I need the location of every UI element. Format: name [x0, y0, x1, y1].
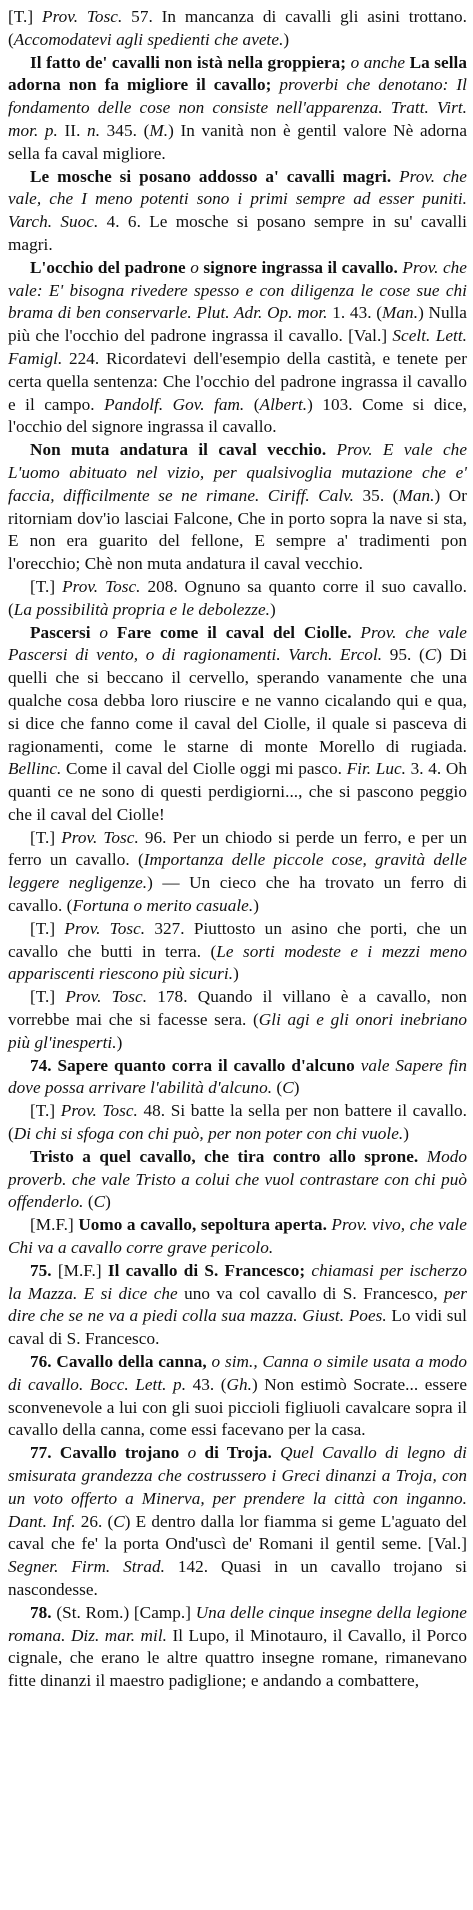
entry-headword: 74. Sapere quanto corra il cavallo d'alcuno	[30, 1055, 355, 1075]
entry-headword: Le mosche si posano addosso a' cavalli magri.	[30, 166, 392, 186]
entry-text: Lo vidi sul caval di S. Francesco.	[8, 1306, 467, 1349]
entry-italic-text: Bellinc.	[8, 759, 62, 779]
entry-headword: Uomo a cavallo, sepoltura aperta.	[78, 1215, 327, 1235]
entry-text: ) In vanità non è gentil valore Nè adorna sella fa caval migliore.	[8, 120, 468, 163]
entry-text: ) E dentro dalla lor fiamma si geme L'aguato del caval che fe' la porta Ond'uscì de' Romani il gentil seme. [Val.]	[8, 1511, 467, 1554]
entry-text: 345. (	[100, 120, 150, 140]
entry-italic-text: Quel Cavallo di legno di smisurata grandezza che costrussero i Greci dinanzi a Troja, con un voto offerto a Minerva, per prendere la città con inganno. Dant. Inf.	[8, 1443, 467, 1531]
entry-italic-text: Modo proverb. che vale Tristo a colui che vuol contrastare con chi può offenderlo.	[8, 1146, 467, 1212]
entry-headword: La sella adorna non fa migliore il cavallo;	[8, 52, 467, 95]
dictionary-entry	[8, 439, 467, 576]
entry-italic-text: Le sorti modeste e i mezzi meno appariscenti riescono più sicuri.	[8, 941, 468, 984]
entry-text: ) Or ritorniam dov'io lasciai Falcone, Che in porto sopra la nave si sta, E non era guarito del fellone, E sempre a' tradimenti pon l'orecchio; Chè non muta andatura il caval vecchio.	[8, 485, 468, 574]
dictionary-entry	[8, 1602, 467, 1693]
dictionary-entry	[8, 576, 467, 622]
entry-italic-text: Gli agi e gli onori inebriano più gl'inesperti.	[8, 1010, 467, 1052]
entry-text: [M.F.]	[57, 1260, 108, 1280]
entry-text: )	[253, 896, 259, 916]
entry-text: [T.]	[30, 827, 62, 847]
entry-italic-text: Accomodatevi agli spedienti che avete.	[13, 29, 284, 49]
dictionary-entry	[8, 1146, 467, 1214]
entry-italic-text: Una delle cinque insegne della legione romana. Diz. mar. mil.	[8, 1602, 467, 1645]
entry-text: Come il caval del Ciolle oggi mi pasco.	[61, 759, 347, 779]
entry-text: ) Di quelli che si beccano il cervello, sperando vanamente che una qualche cosa debba loro riuscire e ne vanno cicalando qui e qua, si dice che fanno come il caval del Ciolle, il quale si pasceva di ragionamenti, come le starne di monte Morello di rugiada.	[8, 645, 467, 756]
entry-headword: 76. Cavallo della canna,	[30, 1352, 207, 1372]
entry-italic-text: La possibilità propria e le debolezze.	[13, 599, 270, 619]
entry-italic-text: C	[113, 1511, 125, 1531]
entry-text: ) — Un cieco che ha trovato un ferro di cavallo. (	[8, 873, 467, 916]
entry-italic-text: vale Sapere fin dove possa arrivare l'abilità d'alcuno.	[8, 1055, 467, 1098]
dictionary-entry	[8, 1260, 467, 1351]
entry-headword: di Troja.	[204, 1443, 272, 1463]
entry-italic-text: o	[206, 1352, 225, 1372]
entry-headword: Pascersi	[30, 622, 91, 642]
dictionary-entry	[8, 918, 467, 986]
entry-italic-text: Prov. Tosc.	[62, 576, 141, 596]
dictionary-entry	[8, 622, 467, 827]
entry-text: ) Non estimò Socrate... essere sconvenevole a lui con gli suoi piccioli figliuoli cavalcare sopra il cavallo della canna, come essi facevano per la casa.	[8, 1374, 467, 1440]
entry-italic-text: Gh.	[226, 1374, 252, 1394]
entry-text: [T.]	[30, 987, 66, 1007]
entry-text: )	[293, 1078, 300, 1098]
entry-text: Il Lupo, il Minotauro, il Cavallo, il Porco cignale, che erano le altre quattro insegne romane, rimanevano fitte dinanzi il maestro padiglione; e andando a combattere,	[8, 1625, 467, 1691]
entry-text: II.	[57, 120, 88, 140]
entry-italic-text: o	[179, 1443, 205, 1463]
entry-text: )	[116, 1032, 123, 1052]
entry-text: 26. (	[75, 1511, 114, 1531]
entry-italic-text: C	[282, 1078, 294, 1098]
entry-italic-text: C	[93, 1192, 106, 1212]
entry-text: 208. Ognuno sa quanto corre il suo cavallo. (	[8, 576, 468, 619]
entry-italic-text: per dire che se ne va a piedi colla sua mazza. Giust. Poes.	[8, 1283, 468, 1326]
entry-text: 327. Piuttosto un asino che porti, che un cavallo che butti in terra. (	[8, 918, 467, 961]
entry-text: 35. (	[354, 485, 399, 505]
dictionary-entry	[8, 52, 467, 166]
entry-text: uno va col cavallo di S. Francesco,	[177, 1283, 444, 1303]
entry-text: )	[105, 1192, 111, 1212]
entry-italic-text: Prov. Tosc.	[65, 987, 148, 1007]
entry-text: [M.F.]	[30, 1215, 79, 1235]
entry-text: 142. Quasi in un cavallo trojano si nascondesse.	[8, 1557, 467, 1599]
entry-italic-text: Prov. Tosc.	[64, 918, 146, 938]
entry-italic-text: Prov. Tosc.	[60, 1101, 138, 1121]
dictionary-entry	[8, 1055, 467, 1101]
entry-text: )	[403, 1124, 410, 1144]
entry-headword: Il fatto de' cavalli non istà nella groppiera;	[30, 52, 347, 72]
entry-text: [T.]	[30, 576, 63, 596]
dictionary-entry	[8, 1214, 467, 1260]
entry-italic-text: M.	[149, 120, 169, 140]
entry-headword: Tristo a quel cavallo, che tira contro allo sprone.	[30, 1146, 419, 1166]
entry-italic-text: Man.	[382, 303, 419, 323]
entry-italic-text: Man.	[398, 485, 435, 505]
entry-text: )	[283, 29, 290, 49]
entry-text: [T.]	[8, 7, 43, 26]
dictionary-entry	[8, 1351, 467, 1442]
entry-italic-text: Segner. Firm. Strad.	[8, 1557, 165, 1577]
entry-italic-text: Albert.	[259, 394, 308, 414]
entry-italic-text: Prov. Tosc.	[61, 827, 139, 847]
entry-text: 43. (	[186, 1374, 227, 1394]
entry-italic-text: Prov. che vale: E' bisogna rivedere spesso e con diligenza le cose sue chi brama di ben conservarle. Plut. Adr. Op. mor.	[8, 257, 467, 323]
dictionary-entry	[8, 1100, 467, 1146]
entry-text: 224. Ricordatevi dell'esempio della castità, e tenete per certa quella sentenza: Che l'occhio del padrone ingrassa il cavallo e il campo.	[8, 348, 467, 414]
entry-text: 4. 6. Le mosche si posano sempre in su' cavalli magri.	[8, 212, 468, 254]
entry-headword: signore ingrassa il cavallo.	[203, 257, 398, 277]
entry-text: ) 103. Come si dice, l'occhio del signore ingrassa il cavallo.	[8, 394, 467, 437]
entry-italic-text: Fortuna o merito casuale.	[72, 896, 254, 916]
entry-headword: Il cavallo di S. Francesco;	[107, 1260, 306, 1280]
dictionary-entry	[8, 166, 467, 257]
entry-italic-text: o	[90, 622, 117, 642]
entry-text: 48. Si batte la sella per non battere il cavallo. (	[8, 1101, 468, 1144]
entry-italic-text: anche	[363, 52, 406, 72]
entry-italic-text: n.	[87, 120, 101, 140]
entry-italic-text: proverbi che denotano: Il fondamento delle cose non consiste nell'apparenza. Tratt. Virt. mor. p.	[8, 75, 467, 140]
entry-headword: Fare come il caval del Ciolle.	[116, 622, 352, 642]
entry-headword: 78.	[30, 1602, 57, 1622]
entry-text: )	[270, 599, 276, 619]
entry-italic-text: Pandolf. Gov. fam.	[104, 394, 245, 414]
entry-text: 95. (	[382, 645, 425, 665]
dictionary-entry	[8, 257, 467, 439]
entry-text: (St. Rom.) [Camp.]	[56, 1602, 196, 1622]
dictionary-entry	[8, 1442, 467, 1602]
entry-headword: 77. Cavallo trojano	[30, 1443, 180, 1463]
entry-italic-text: Prov. Tosc.	[42, 7, 123, 26]
entry-text: 1. 43. (	[327, 303, 383, 323]
entry-italic-text: Prov. che vale, che I meno potenti sono i primi sempre ad esser puniti. Varch. Suoc.	[8, 166, 467, 232]
entry-italic-text: C	[424, 645, 437, 665]
entry-text: (	[83, 1192, 94, 1212]
entry-text: 96. Per un chiodo si perde un ferro, e per un ferro un cavallo. (	[8, 827, 468, 870]
dictionary-entry	[8, 6, 467, 52]
entry-italic-text: Canna o simile usata a modo di cavallo. Bocc. Lett. p.	[8, 1352, 468, 1394]
entry-headword: L'occhio del padrone	[30, 257, 186, 277]
entry-italic-text: Di chi si sfoga con chi può, per non poter con chi vuole.	[13, 1124, 404, 1144]
entry-italic-text: chiamasi per ischerzo la Mazza. E si dice che	[8, 1260, 468, 1303]
entry-italic-text: o	[185, 257, 204, 277]
dictionary-entry	[8, 986, 467, 1054]
entry-text: ) Nulla più che l'occhio del padrone ingrassa il cavallo. [Val.]	[8, 303, 467, 346]
entry-headword: Non muta andatura il caval vecchio.	[30, 440, 327, 460]
entry-italic-text: Importanza delle piccole cose, gravità delle leggere negligenze.	[8, 850, 467, 893]
entry-italic-text: Fir. Luc.	[346, 759, 407, 779]
entry-italic-text: o	[346, 52, 364, 72]
entry-italic-text: Prov. che vale Pascersi di vento, o di ragionamenti. Varch. Ercol.	[8, 622, 467, 665]
entry-text: (	[272, 1078, 283, 1098]
entry-text: [T.]	[30, 918, 65, 938]
entry-italic-text: sim.,	[224, 1352, 258, 1372]
entry-italic-text: Prov. E vale che L'uomo abituato nel vizio, per qualsivoglia mutazione che e' faccia, difficilmente se ne rimane. Ciriff. Calv.	[8, 440, 467, 505]
dictionary-entry	[8, 827, 467, 918]
entry-text: 178. Quando il villano è a cavallo, non vorrebbe mai che si facesse sera. (	[8, 987, 468, 1030]
entry-text: (	[244, 394, 260, 414]
entry-italic-text: Scelt. Lett. Famigl.	[8, 326, 467, 368]
entry-text: [T.]	[30, 1101, 61, 1121]
entry-text: 57. In mancanza di cavalli gli asini trottano. (	[8, 7, 468, 49]
entry-text: )	[233, 964, 239, 984]
entry-text: 3. 4. Oh quanti ce ne sono di questi perdigiorni..., che si pascono peggio che il caval del Ciolle!	[8, 759, 467, 824]
entry-headword: 75.	[30, 1260, 58, 1280]
entry-italic-text: Prov. vivo, che vale Chi va a cavallo corre grave pericolo.	[8, 1215, 467, 1258]
